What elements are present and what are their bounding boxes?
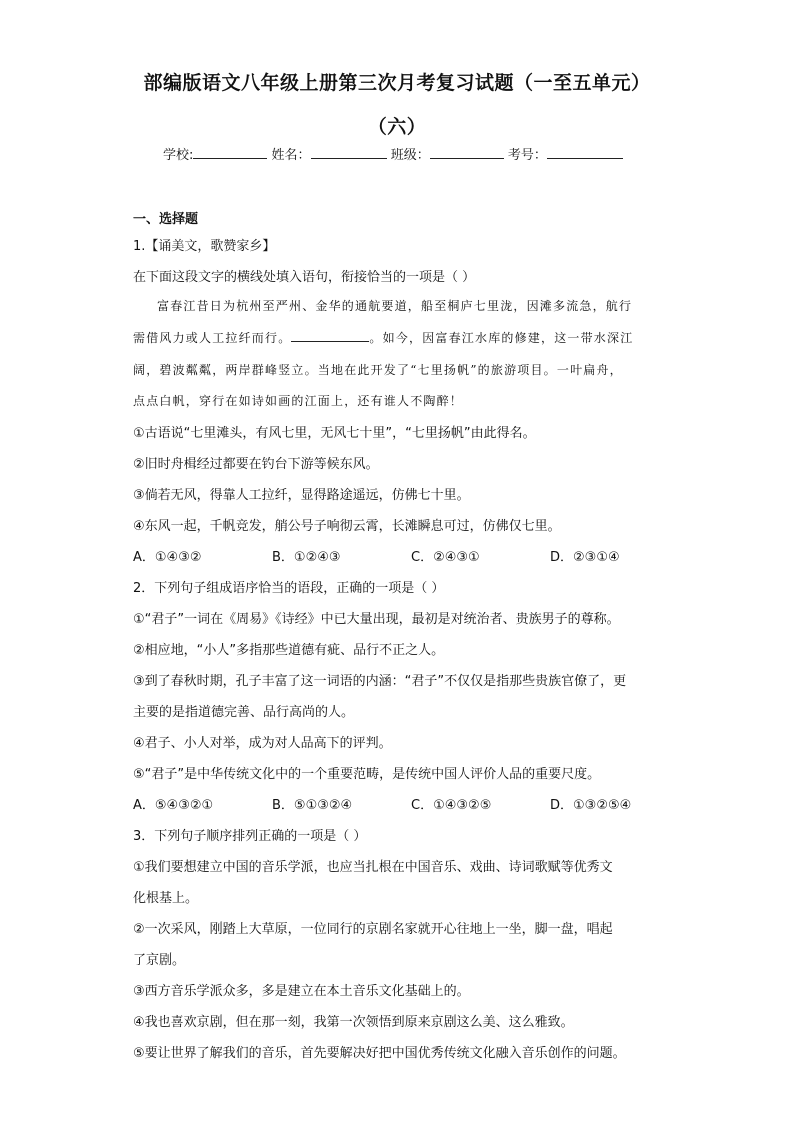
q2-stem: 2．下列句子组成语序恰当的语段，正确的一项是（ ）	[133, 581, 445, 596]
page-title: 部编版语文八年级上册第三次月考复习试题（一至五单元）	[143, 72, 651, 94]
q1-option-b[interactable]: B．①②④③	[272, 550, 341, 565]
q1-option-a[interactable]: A．①④③②	[133, 550, 202, 565]
q1-passage-line: 富春江昔日为杭州至严州、金华的通航要道，船至桐庐七里泷，因滩多流急，航行	[157, 299, 633, 313]
q2-option-b[interactable]: B．⑤①③②④	[272, 798, 353, 813]
name-label: 姓名：	[271, 148, 311, 163]
q3-item: ④我也喜欢京剧，但在那一刻，我第一次领悟到原来京剧这么美、这么雅致。	[133, 1015, 574, 1030]
q1-item: ②旧时舟楫经过都要在钓台下游等候东风。	[133, 457, 379, 472]
q3-item: 化根基上。	[133, 891, 199, 906]
q1-passage-text: 。如今，因富春江水库的修建，这一带水深江	[369, 331, 634, 345]
q1-fill-blank	[291, 329, 369, 342]
q2-item: ③到了春秋时期，孔子丰富了这一词语的内涵：“君子”不仅仅是指那些贵族官僚了，更	[133, 674, 627, 689]
page-subtitle: （六）	[367, 116, 427, 138]
q1-passage-line: 阔，碧波粼粼，两岸群峰竖立。当地在此开发了“七里扬帆”的旅游项目。一叶扁舟，	[133, 363, 623, 377]
q2-item: ①“君子”一词在《周易》《诗经》中已大量出现，最初是对统治者、贵族男子的尊称。	[133, 612, 620, 627]
q1-options	[133, 546, 689, 565]
q3-item: 了京剧。	[133, 953, 186, 968]
school-blank[interactable]	[193, 144, 267, 159]
class-blank[interactable]	[430, 144, 504, 159]
section-title: 一、选择题	[133, 212, 199, 227]
q1-passage-text: 需借风力或人工拉纤而行。	[133, 331, 292, 345]
q3-item: ⑤要让世界了解我们的音乐，首先要解决好把中国优秀传统文化融入音乐创作的问题。	[133, 1046, 626, 1061]
q1-option-c[interactable]: C．②④③①	[411, 550, 480, 565]
q2-item: ④君子、小人对举，成为对人品高下的评判。	[133, 736, 392, 751]
q3-item: ③西方音乐学派众多，多是建立在本土音乐文化基础上的。	[133, 984, 470, 999]
student-info-row	[163, 144, 623, 163]
q1-stem: 在下面这段文字的横线处填入语句，衔接恰当的一项是（ ）	[133, 270, 476, 285]
name-blank[interactable]	[311, 144, 387, 159]
q1-heading: 1.【诵美文，歌赞家乡】	[133, 239, 276, 254]
q3-item: ①我们要想建立中国的音乐学派，也应当扎根在中国音乐、戏曲、诗词歌赋等优秀文	[133, 860, 613, 875]
q3-item: ②一次采风，刚踏上大草原，一位同行的京剧名家就开心往地上一坐，脚一盘，唱起	[133, 922, 613, 937]
q2-item: 主要的是指道德完善、品行高尚的人。	[133, 705, 355, 720]
q2-option-c[interactable]: C．①④③②⑤	[411, 798, 492, 813]
q2-option-d[interactable]: D．①③②⑤④	[550, 798, 632, 813]
q2-item: ⑤“君子”是中华传统文化中的一个重要范畴，是传统中国人评价人品的重要尺度。	[133, 767, 601, 782]
q1-item: ③倘若无风，得靠人工拉纤，显得路途遥远，仿佛七十里。	[133, 488, 470, 503]
school-label: 学校:	[163, 148, 194, 163]
exam-number-blank[interactable]	[547, 144, 623, 159]
q1-item: ④东风一起，千帆竞发，艄公号子响彻云霄，长滩瞬息可过，仿佛仅七里。	[133, 519, 561, 534]
q2-item: ②相应地，“小人”多指那些道德有疵、品行不正之人。	[133, 643, 445, 658]
q1-option-d[interactable]: D．②③①④	[550, 550, 620, 565]
q2-options	[133, 794, 689, 813]
exam-number-label: 考号：	[507, 148, 547, 163]
q1-passage-line: 点点白帆，穿行在如诗如画的江面上，还有谁人不陶醉！	[133, 394, 464, 408]
q3-stem: 3．下列句子顺序排列正确的一项是（ ）	[133, 829, 367, 844]
q1-passage-line	[133, 329, 633, 346]
q1-item: ①古语说“七里滩头，有风七里，无风七十里”，“七里扬帆”由此得名。	[133, 426, 536, 441]
class-label: 班级：	[390, 148, 430, 163]
q2-option-a[interactable]: A．⑤④③②①	[133, 798, 214, 813]
